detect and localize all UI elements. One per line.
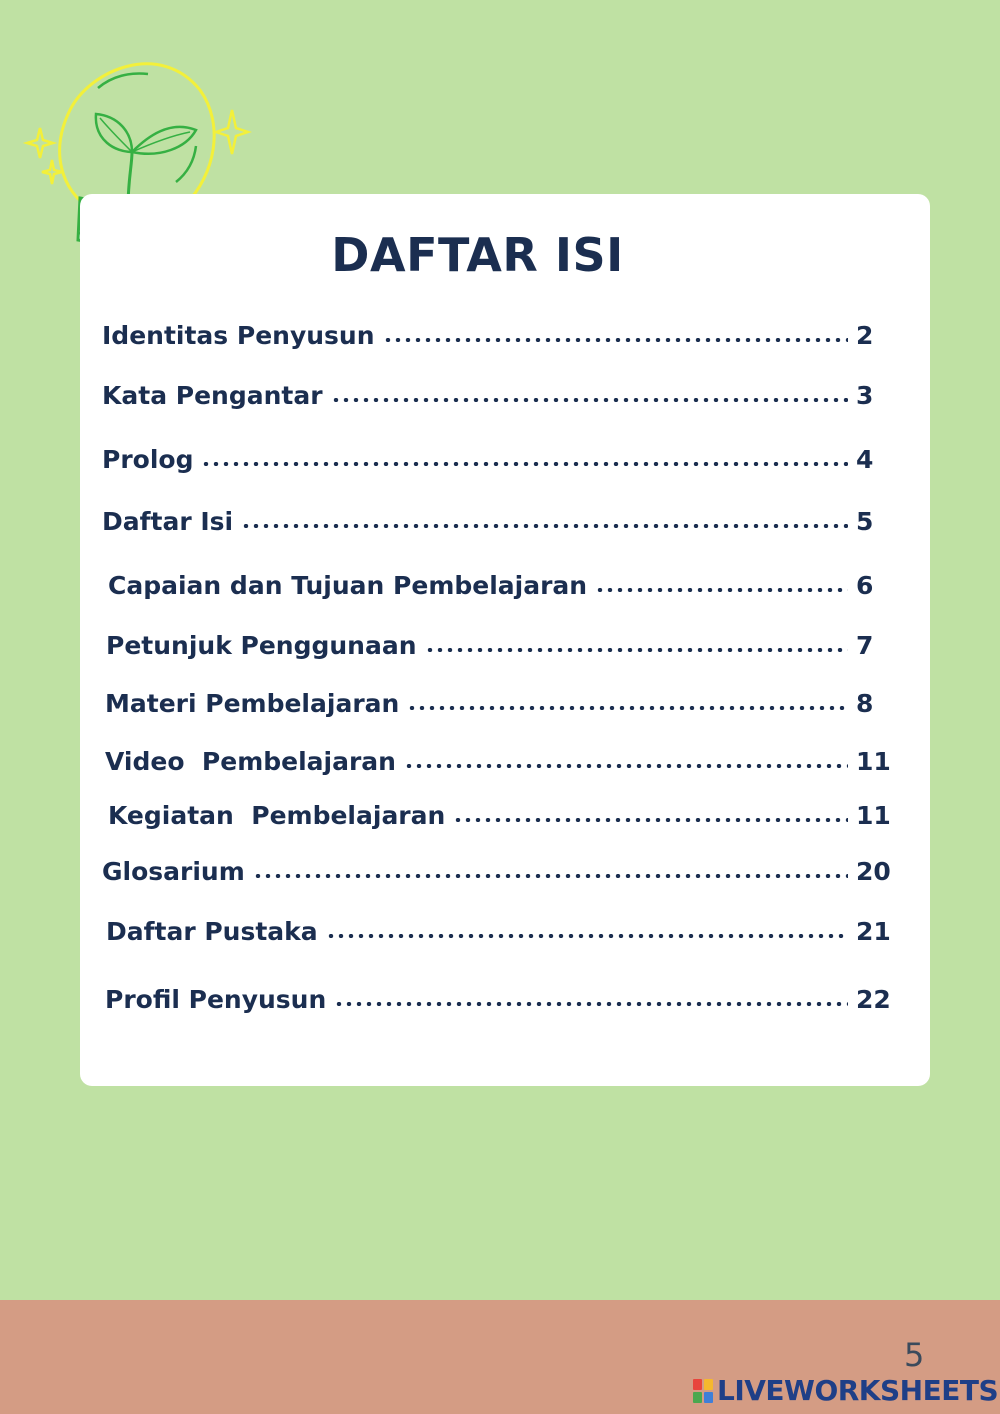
dot-leader xyxy=(595,588,848,592)
toc-entry-page: 4 xyxy=(856,445,874,474)
toc-entry-label: Daftar Pustaka xyxy=(106,917,318,946)
toc-entry[interactable] xyxy=(108,790,892,830)
toc-entry-page: 8 xyxy=(856,689,874,718)
toc-entry[interactable] xyxy=(102,496,892,536)
toc-entry[interactable] xyxy=(102,434,892,474)
toc-entry-label: Daftar Isi xyxy=(102,507,234,536)
liveworksheets-logo-icon xyxy=(693,1378,715,1404)
dot-leader xyxy=(253,874,848,878)
toc-entry-page: 3 xyxy=(856,381,874,410)
toc-entry[interactable] xyxy=(106,906,892,946)
toc-entry-page: 2 xyxy=(856,321,874,350)
dot-leader xyxy=(331,398,848,402)
toc-entry-label: Glosarium xyxy=(102,857,245,886)
toc-entry-label: Profil Penyusun xyxy=(105,985,327,1014)
dot-leader xyxy=(407,706,848,710)
toc-entry[interactable] xyxy=(102,370,892,410)
dot-leader xyxy=(201,462,848,466)
page-title: DAFTAR ISI xyxy=(331,228,624,282)
toc-entry[interactable] xyxy=(102,310,892,350)
brand-name: LIVEWORKSHEETS xyxy=(717,1374,999,1407)
dot-leader xyxy=(334,1002,848,1006)
toc-entry-page: 22 xyxy=(856,985,891,1014)
toc-entry-page: 6 xyxy=(856,571,874,600)
toc-entry-page: 20 xyxy=(856,857,891,886)
dot-leader xyxy=(425,648,848,652)
toc-entry-page: 21 xyxy=(856,917,891,946)
dot-leader xyxy=(241,524,848,528)
dot-leader xyxy=(404,764,848,768)
toc-entry[interactable] xyxy=(108,560,892,600)
toc-entry-label: Kegiatan Pembelajaran xyxy=(108,801,446,830)
toc-entry-page: 7 xyxy=(856,631,874,660)
dot-leader xyxy=(453,818,848,822)
toc-entry-label: Prolog xyxy=(102,445,194,474)
toc-entry[interactable] xyxy=(105,974,892,1014)
toc-entry-page: 5 xyxy=(856,507,874,536)
toc-entry-label: Kata Pengantar xyxy=(102,381,323,410)
toc-entry-label: Identitas Penyusun xyxy=(102,321,375,350)
toc-entry-label: Video Pembelajaran xyxy=(105,747,396,776)
toc-entry[interactable] xyxy=(105,678,892,718)
toc-entry[interactable] xyxy=(105,736,892,776)
dot-leader xyxy=(326,934,848,938)
brand-watermark xyxy=(693,1374,998,1407)
toc-entry[interactable] xyxy=(102,846,892,886)
toc-entry-label: Petunjuk Penggunaan xyxy=(106,631,417,660)
dot-leader xyxy=(383,338,848,342)
toc-entry-page: 11 xyxy=(856,747,891,776)
toc-entry-label: Capaian dan Tujuan Pembelajaran xyxy=(108,571,588,600)
toc-entry-page: 11 xyxy=(856,801,891,830)
toc-entry[interactable] xyxy=(106,620,892,660)
page-number: 5 xyxy=(904,1336,925,1374)
toc-entry-label: Materi Pembelajaran xyxy=(105,689,400,718)
